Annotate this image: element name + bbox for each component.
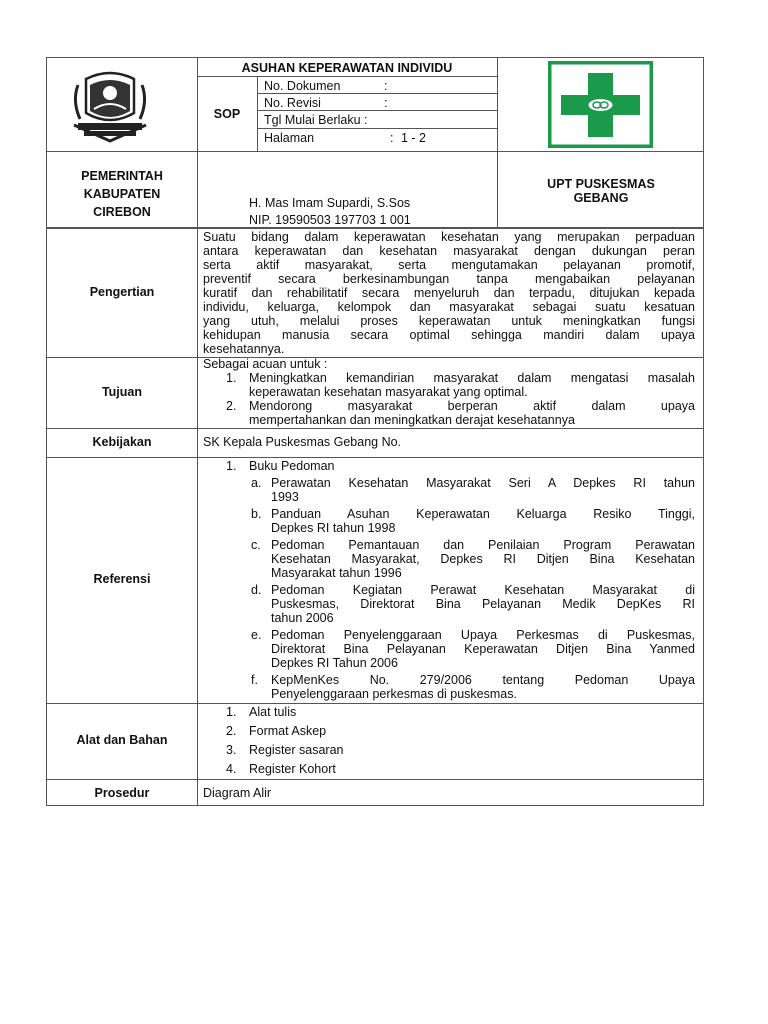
referensi-item-line: Direktorat Bina Pelayanan Keperawatan Ditjen Bina Yanmed — [271, 642, 695, 656]
referensi-item-letter: a. — [251, 476, 262, 490]
alat-item: Alat tulis — [249, 705, 297, 719]
referensi-item-letter: c. — [251, 538, 261, 552]
referensi-item-line: Kesehatan Masyarakat, Depkes RI Ditjen Bina Kesehatan — [271, 552, 695, 566]
referensi-item-line: Pedoman Penyelenggaraan Upaya Perkesmas di Puskesmas, — [271, 628, 695, 642]
pengertian-label: Pengertian — [89, 285, 155, 299]
kebijakan-text: SK Kepala Puskesmas Gebang No. — [203, 435, 402, 449]
prosedur-text: Diagram Alir — [203, 786, 272, 800]
referensi-item-line: Depkes RI Tahun 2006 — [271, 656, 398, 670]
pengertian-line: kuratif dan rehabilitatif secara menyeluruh dan terpadu, ditujukan kepada — [203, 286, 695, 300]
doc-field-value: 1 - 2 — [401, 131, 427, 145]
referensi-item-line: Pedoman Kegiatan Perawat Kesehatan Masyarakat di — [271, 583, 695, 597]
referensi-item-line: KepMenKes No. 279/2006 tentang Pedoman Upaya — [271, 673, 695, 687]
pengertian-line: Suatu bidang dalam keperawatan kesehatan yang merupakan perpaduan — [203, 230, 695, 244]
alat-item: Format Askep — [249, 724, 327, 738]
tujuan-intro: Sebagai acuan untuk : — [203, 357, 328, 371]
pengertian-text — [203, 230, 695, 356]
referensi-heading-number: 1. — [226, 459, 237, 473]
referensi-item-line: 1993 — [271, 490, 299, 504]
signatory-nip: NIP. 19590503 197703 1 001 — [249, 213, 411, 227]
pengertian-line: yang utuh, melalui proses keperawatan untuk meningkatkan fungsi — [203, 314, 695, 328]
doc-field-label: No. Dokumen — [264, 79, 341, 93]
tujuan-item-line: mempertahankan dan meningkatkan derajat kesehatannya — [249, 413, 575, 427]
referensi-item-line: Panduan Asuhan Keperawatan Keluarga Resiko Tinggi, — [271, 507, 695, 521]
unit-name-line: GEBANG — [573, 191, 629, 205]
tujuan-item-line: Meningkatkan kemandirian masyarakat dalam mengatasi masalah — [249, 371, 695, 385]
pengertian-line: kesehatannya. — [203, 342, 285, 356]
pengertian-line: individu, keluarga, kelompok dan masyarakat sebagai suatu kesatuan — [203, 300, 695, 314]
tujuan-item-line: Mendorong masyarakat berperan aktif dalam upaya — [249, 399, 695, 413]
alat-item: Register Kohort — [249, 762, 336, 776]
tujuan-item-line: keperawatan kesehatan masyarakat yang optimal. — [249, 385, 528, 399]
doc-field-sep: : — [384, 96, 388, 110]
pengertian-line: antara keperawatan dan kesehatan masyarakat dengan dukungan peran — [203, 244, 695, 258]
government-name — [47, 167, 197, 221]
referensi-item-letter: f. — [251, 673, 258, 687]
doc-field-sep: : — [384, 79, 388, 93]
referensi-item-line: Penyelenggaraan perkesmas di puskesmas. — [271, 687, 517, 701]
kebijakan-label: Kebijakan — [92, 435, 152, 449]
prosedur-label: Prosedur — [94, 786, 150, 800]
doc-field-label: Tgl Mulai Berlaku : — [264, 113, 368, 127]
alat-item-number: 3. — [226, 743, 237, 757]
alat-item-number: 1. — [226, 705, 237, 719]
puskesmas-logo — [548, 61, 653, 148]
referensi-item-line: Masyarakat tahun 1996 — [271, 566, 402, 580]
signatory-name: H. Mas Imam Supardi, S.Sos — [249, 196, 411, 210]
government-name-line: PEMERINTAH — [81, 169, 163, 183]
doc-field-label: Halaman — [264, 131, 315, 145]
pengertian-line: kehidupan manusia secara optimal sehingga mandiri dalam upaya — [203, 328, 695, 342]
tujuan-label: Tujuan — [101, 385, 143, 399]
pengertian-line: serta aktif masyarakat, serta mengutamakan pelayanan promotif, — [203, 258, 695, 272]
alat-item-number: 2. — [226, 724, 237, 738]
referensi-item-line: Perawatan Kesehatan Masyarakat Seri A Depkes RI tahun — [271, 476, 695, 490]
referensi-item-letter: b. — [251, 507, 262, 521]
referensi-item-line: Depkes RI tahun 1998 — [271, 521, 396, 535]
referensi-item-letter: e. — [251, 628, 262, 642]
tujuan-item-number: 2. — [226, 399, 237, 413]
emblem-icon — [64, 65, 156, 145]
government-name-line: CIREBON — [93, 205, 151, 219]
government-name-line: KABUPATEN — [83, 187, 161, 201]
tujuan-item-number: 1. — [226, 371, 237, 385]
pengertian-line: preventif secara berkesinambungan tanpa mengabaikan pelayanan — [203, 272, 695, 286]
doc-field-sep: : — [390, 131, 394, 145]
alat-item-number: 4. — [226, 762, 237, 776]
referensi-item-line: tahun 2006 — [271, 611, 334, 625]
referensi-item-letter: d. — [251, 583, 262, 597]
alat-item: Register sasaran — [249, 743, 344, 757]
unit-name — [498, 177, 704, 205]
document-title: ASUHAN KEPERAWATAN INDIVIDU — [241, 61, 453, 75]
referensi-item-line: Puskesmas, Direktorat Bina Pelayanan Medik DepKes RI — [271, 597, 695, 611]
referensi-heading: Buku Pedoman — [249, 459, 335, 473]
puskesmas-cross-icon — [548, 61, 653, 148]
sop-label: SOP — [213, 107, 241, 121]
doc-field-label: No. Revisi — [264, 96, 321, 110]
referensi-item-line: Pedoman Pemantauan dan Penilaian Program Perawatan — [271, 538, 695, 552]
unit-name-line: UPT PUSKESMAS — [547, 177, 655, 191]
referensi-label: Referensi — [93, 572, 151, 586]
alat-label: Alat dan Bahan — [76, 733, 168, 747]
kabupaten-emblem-logo — [64, 65, 156, 145]
